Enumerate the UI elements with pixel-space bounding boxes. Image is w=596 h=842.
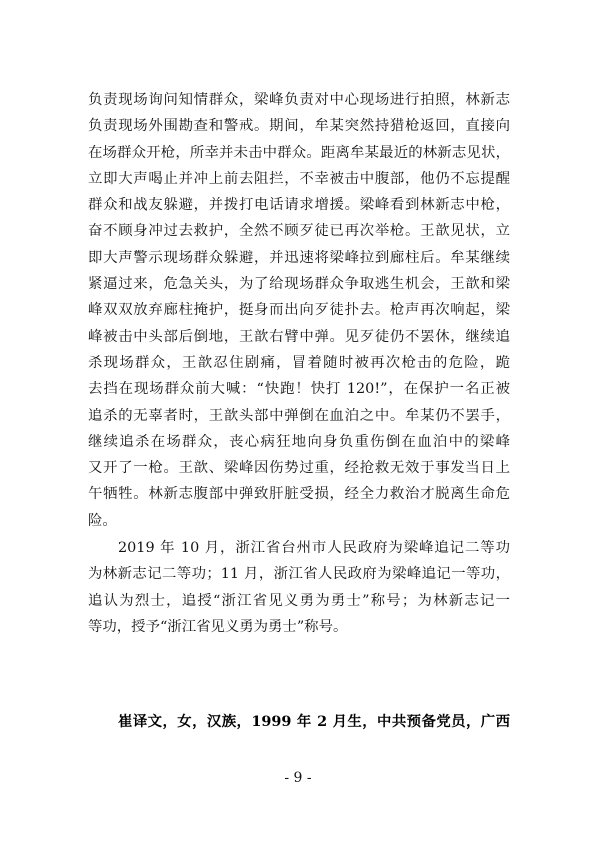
text-line: 追认为烈士，追授“浙江省见义勇为勇士”称号；为林新志记一 xyxy=(88,592,510,609)
text-line: 杀现场群众，王歆忍住剧痛，冒着随时被再次枪击的危险，跪 xyxy=(88,354,510,371)
text-line: 等功，授予“浙江省见义勇为勇士”称号。 xyxy=(88,618,348,635)
text-line: 险。 xyxy=(88,512,117,529)
text-line: 追杀的无辜者时，王歆头部中弹倒在血泊之中。牟某仍不罢手， xyxy=(88,407,510,424)
text-line: 峰双双放弃廊柱掩护，挺身而出向歹徒扑去。枪声再次响起，梁 xyxy=(88,302,510,319)
text-line: 午牺牲。林新志腹部中弹致肝脏受损，经全力救治才脱离生命危 xyxy=(88,486,510,503)
text-line: 为林新志记二等功；11 月，浙江省人民政府为梁峰追记一等功， xyxy=(88,566,510,583)
paragraph-incident-account xyxy=(88,87,510,534)
paragraph-honors xyxy=(88,535,510,640)
text-line: 继续追杀在场群众，丧心病狂地向身负重伤倒在血泊中的梁峰 xyxy=(88,433,510,450)
page-number: - 9 - xyxy=(284,770,312,786)
text-line: 负责现场外围勘查和警戒。期间，牟某突然持猎枪返回，直接向 xyxy=(88,118,510,135)
text-line: 在场群众开枪，所幸并未击中群众。距离牟某最近的林新志见状， xyxy=(88,144,510,161)
text-line: 即大声警示现场群众躲避，并迅速将梁峰拉到廊柱后。牟某继续 xyxy=(88,249,510,266)
text-line: 峰被击中头部后倒地，王歆右臂中弹。见歹徒仍不罢休，继续追 xyxy=(88,328,510,345)
text-line: 立即大声喝止并冲上前去阻拦，不幸被击中腹部，他仍不忘提醒 xyxy=(88,170,510,187)
paragraph-next-profile xyxy=(88,709,510,735)
profile-heading-line: 崔译文，女，汉族，1999 年 2 月生，中共预备党员，广西 xyxy=(118,713,510,730)
text-line: 奋不顾身冲过去救护，全然不顾歹徒已再次举枪。王歆见状，立 xyxy=(88,223,510,240)
text-line: 2019 年 10 月，浙江省台州市人民政府为梁峰追记二等功 xyxy=(118,540,510,556)
text-line: 紧逼过来，危急关头，为了给现场群众争取逃生机会，王歆和梁 xyxy=(88,276,510,293)
text-line: 又开了一枪。王歆、梁峰因伤势过重，经抢救无效于事发当日上 xyxy=(88,460,510,477)
text-line: 去挡在现场群众前大喊：“快跑！快打 120!”，在保护一名正被 xyxy=(88,381,510,398)
text-line: 群众和战友躲避，并拨打电话请求增援。梁峰看到林新志中枪， xyxy=(88,197,510,214)
text-line: 负责现场询问知情群众，梁峰负责对中心现场进行拍照，林新志 xyxy=(88,92,510,108)
